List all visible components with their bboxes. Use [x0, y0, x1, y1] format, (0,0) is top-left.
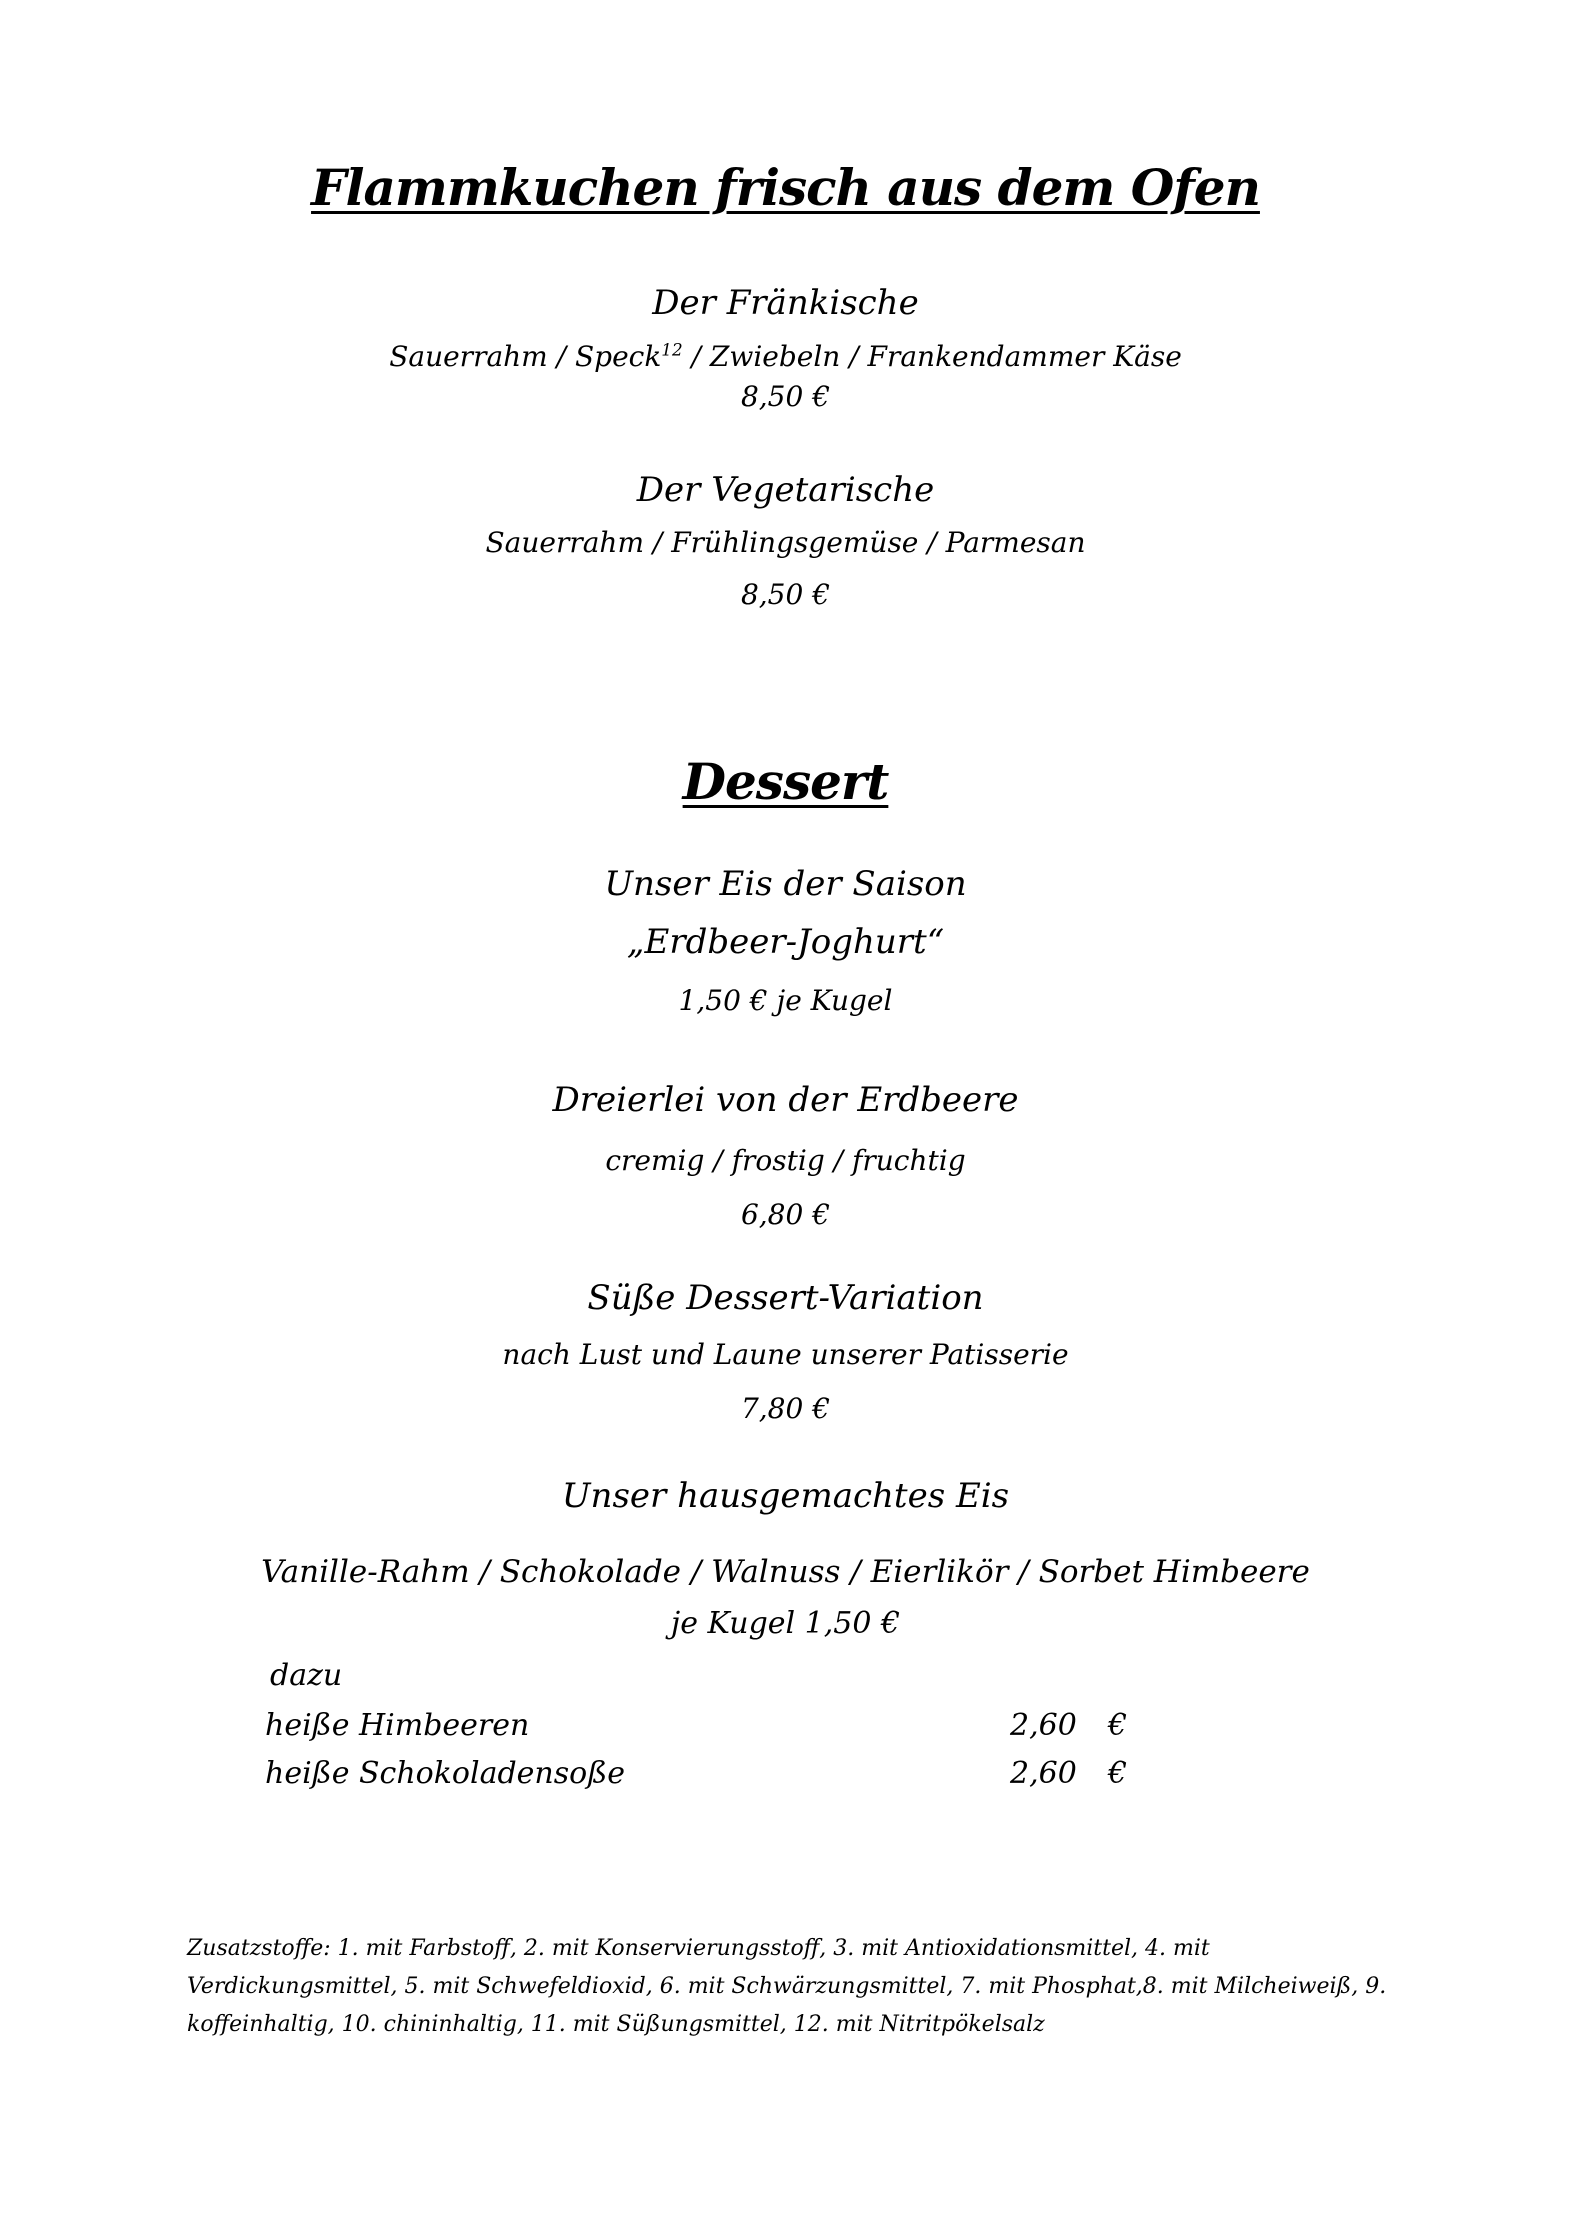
item-desc-dessert-variation: nach Lust und Laune unserer Patisserie: [502, 1338, 1069, 1371]
extra-currency-schokoladensosse: €: [1108, 1756, 1128, 1791]
item-price-eis-saison: 1,50 € je Kugel: [678, 984, 893, 1017]
desc-part: / Zwiebeln / Frankendammer Käse: [682, 340, 1182, 373]
item-desc-fraenkische: [0, 340, 1571, 373]
extra-price-schokoladensosse: 2,60: [1010, 1756, 1077, 1791]
section-title-dessert: Dessert: [682, 752, 889, 811]
item-name-dessert-variation: Süße Dessert-Variation: [587, 1278, 984, 1318]
item-price-fraenkische: 8,50 €: [740, 380, 831, 413]
extra-name-schokoladensosse: heiße Schokoladensoße: [265, 1756, 625, 1791]
item-price-hausgemachtes-eis: je Kugel 1,50 €: [670, 1606, 901, 1641]
item-name-eis-saison: Unser Eis der Saison: [604, 864, 967, 904]
desc-part: Sauerrahm / Speck: [389, 340, 662, 373]
extra-currency-himbeeren: €: [1108, 1708, 1128, 1743]
item-desc-hausgemachtes-eis: Vanille-Rahm / Schokolade / Walnuss / Eierlikör / Sorbet Himbeere: [261, 1554, 1310, 1590]
item-price-dreierlei: 6,80 €: [740, 1198, 831, 1231]
item-name-dreierlei: Dreierlei von der Erdbeere: [552, 1080, 1019, 1120]
additive-superscript: 12: [661, 339, 683, 360]
item-desc-dreierlei: cremig / frostig / fruchtig: [605, 1144, 966, 1177]
extras-label: dazu: [270, 1658, 343, 1693]
item-name-vegetarische: Der Vegetarische: [636, 470, 935, 510]
section-title-flammkuchen: Flammkuchen frisch aus dem Ofen: [311, 158, 1260, 217]
item-name-hausgemachtes-eis: Unser hausgemachtes Eis: [561, 1476, 1010, 1516]
item-subtitle-eis-saison: „Erdbeer-Joghurt“: [626, 922, 945, 962]
item-name-fraenkische: Der Fränkische: [652, 283, 919, 323]
item-desc-vegetarische: Sauerrahm / Frühlingsgemüse / Parmesan: [485, 526, 1086, 559]
item-price-dessert-variation: 7,80 €: [740, 1392, 831, 1425]
extra-price-himbeeren: 2,60: [1010, 1708, 1077, 1743]
item-price-vegetarische: 8,50 €: [740, 578, 831, 611]
additives-footnote: Zusatzstoffe: 1. mit Farbstoff, 2. mit Konservierungsstoff, 3. mit Antioxidationsmittel, 4. mit Verdickungsmittel, 5. mit Schwefeldioxid, 6. mit Schwärzungsmittel, 7. mit Phosphat,8. mit Milcheiweiß, 9. koffeinhaltig, 10. chininhaltig, 11. mit Süßungsmittel, 12. mit Nitritpökelsalz: [187, 1936, 1387, 2037]
extra-name-himbeeren: heiße Himbeeren: [265, 1708, 530, 1743]
